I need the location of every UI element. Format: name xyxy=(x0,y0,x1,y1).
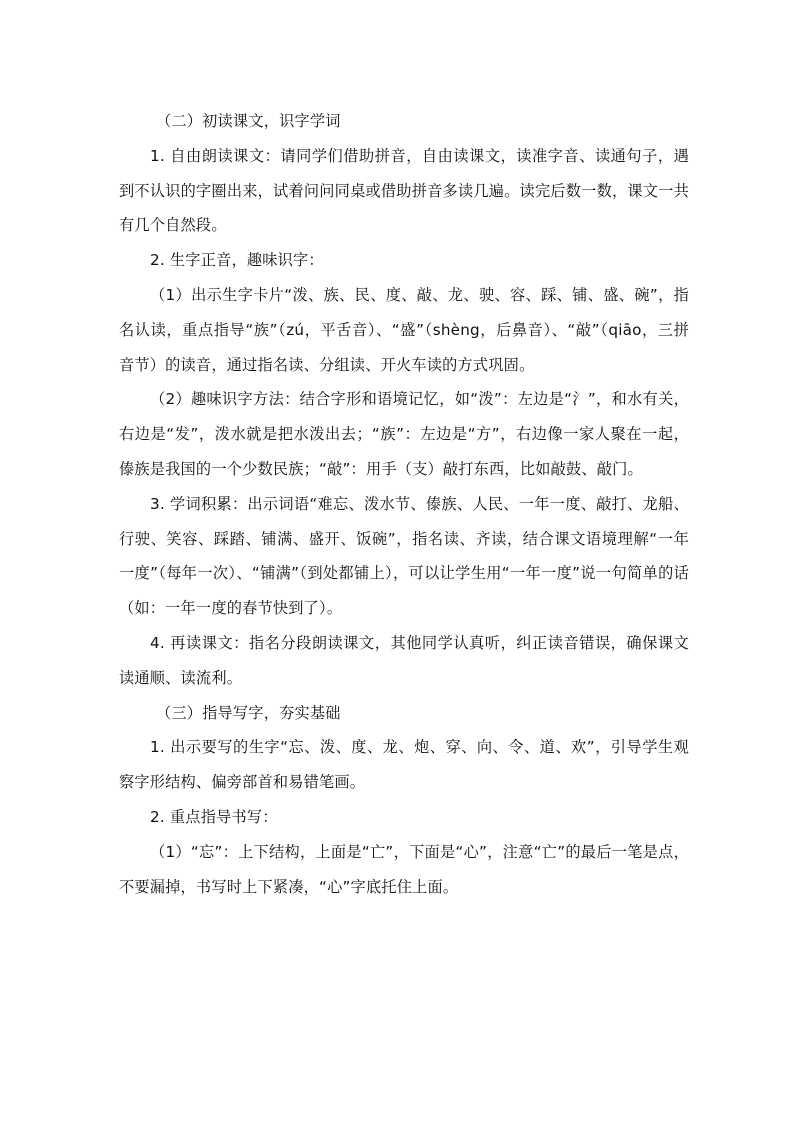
paragraph-forget-character: （1）“忘”：上下结构，上面是“亡”，下面是“心”，注意“亡”的最后一笔是点，不要漏掉，书写时上下紧凑，“心”字底托住上面。 xyxy=(119,842,689,896)
paragraph-reread: 4. 再读课文：指名分段朗读课文，其他同学认真听，纠正读音错误，确保课文读通顺、读流利。 xyxy=(119,633,689,687)
section-heading-3: （三）指导写字，夯实基础 xyxy=(156,703,341,722)
section-heading-2: （二）初读课文，识字学词 xyxy=(156,112,341,130)
paragraph-correct-pronunciation: 2. 生字正音，趣味识字： xyxy=(150,251,324,270)
paragraph-fun-literacy: （2）趣味识字方法：结合字形和语境记忆，如“泼”：左边是“氵”，和水有关，右边是“发”，泼水就是把水泼出去；“族”：左边是“方”，右边像一家人聚在一起，傣族是我国的一个少数民族；“敲”：用手（支）敲打东西，比如敲鼓、敲门。 xyxy=(119,390,689,478)
paragraph-read-aloud: 1. 自由朗读课文：请同学们借助拼音，自由读课文，读准字音、读通句子，遇到不认识的字圈出来，试着问问同桌或借助拼音多读几遍。读完后数一数，课文一共有几个自然段。 xyxy=(119,146,689,235)
paragraph-vocabulary: 3. 学词积累：出示词语“难忘、泼水节、傣族、人民、一年一度、敲打、龙船、行驶、笑容、踩踏、铺满、盛开、饭碗”，指名读、齐读，结合课文语境理解“一年一度”（每年一次）、“铺满”（到处都铺上），可以让学生用“一年一度”说一句简单的话（如：一年一度的春节快到了）。 xyxy=(119,494,689,618)
paragraph-word-cards: （1）出示生字卡片“泼、族、民、度、敲、龙、驶、容、踩、铺、盛、碗”，指名认读，重点指导“族”（zú，平舌音）、“盛”（shèng，后鼻音）、“敲”（qiāo，三拼音节）的读音，通过指名读、分组读、开火车读的方式巩固。 xyxy=(119,285,689,374)
paragraph-key-guidance: 2. 重点指导书写： xyxy=(150,807,278,826)
paragraph-writing-characters: 1. 出示要写的生字“忘、泼、度、龙、炮、穿、向、令、道、欢”，引导学生观察字形结构、偏旁部首和易错笔画。 xyxy=(119,738,689,792)
document-body xyxy=(119,104,689,904)
